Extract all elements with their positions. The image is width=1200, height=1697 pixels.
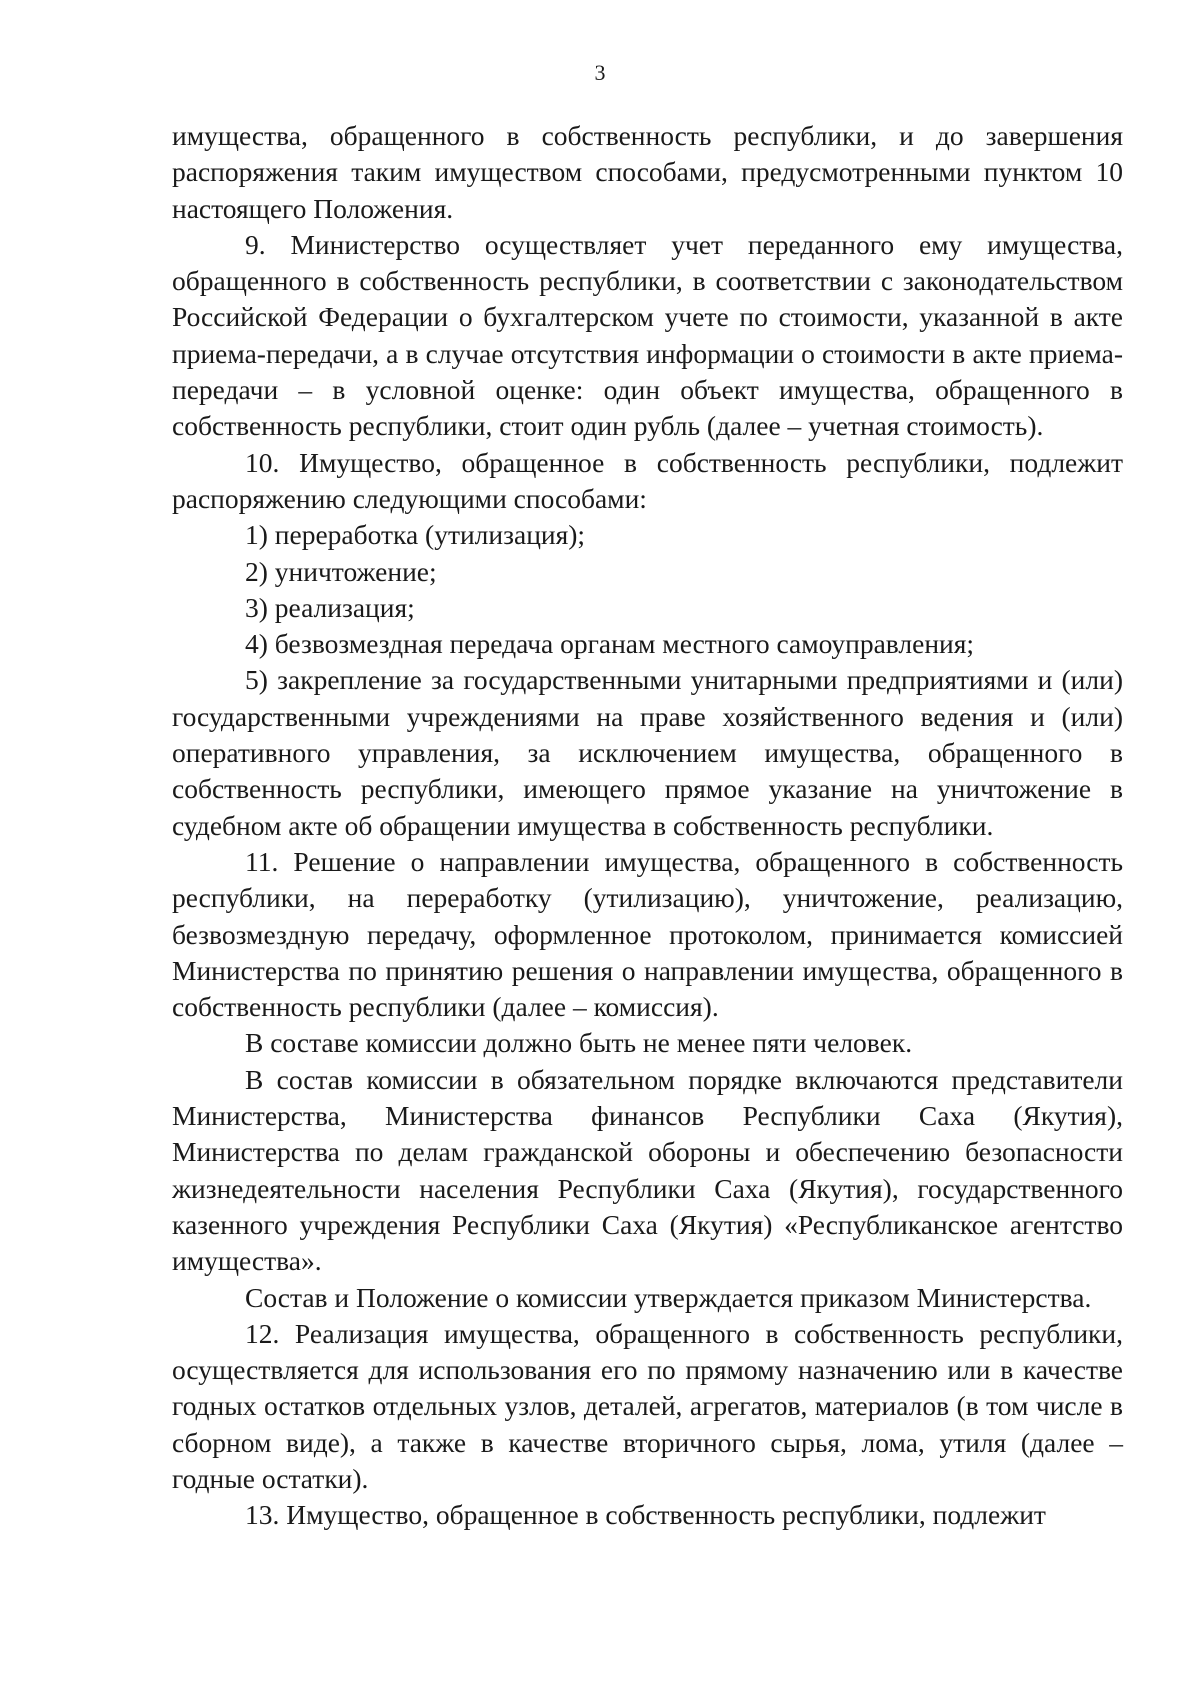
paragraph-continuation: имущества, обращенного в собственность республики, и до завершения распоряжения таким имуществом способами, предусмотренными пунктом 10 настоящего Положения.: [172, 120, 1123, 224]
paragraph-item-12: 12. Реализация имущества, обращенного в собственность республики, осуществляется для использования его по прямому назначению или в качестве годных остатков отдельных узлов, деталей, агрегатов, материалов (в том числе в сборном виде), а также в качестве вторичного сырья, лома, утиля (далее – годные остатки).: [172, 1317, 1123, 1494]
paragraph-item-13: 13. Имущество, обращенное в собственность республики, подлежит: [245, 1499, 1046, 1531]
list-item-1: 1) переработка (утилизация);: [245, 519, 586, 551]
paragraph-commission-members: В состав комиссии в обязательном порядке включаются представители Министерства, Министерства финансов Республики Саха (Якутия), Министерства по делам гражданской обороны и обеспечению безопасности жизнедеятельности населения Республики Саха (Якутия), государственного казенного учреждения Республики Саха (Якутия) «Республиканское агентство имущества».: [172, 1063, 1123, 1277]
list-item-5: 5) закрепление за государственными унитарными предприятиями и (или) государственными учреждениями на праве хозяйственного ведения и (или) оперативного управления, за исключением имущества, обращенного в собственность республики, имеющего прямое указание на уничтожение в судебном акте об обращении имущества в собственность республики.: [172, 664, 1123, 841]
page-number: 3: [594, 60, 606, 85]
paragraph-commission-size: В составе комиссии должно быть не менее пяти человек.: [245, 1027, 913, 1059]
paragraph-item-11: 11. Решение о направлении имущества, обращенного в собственность республики, на переработку (утилизацию), уничтожение, реализацию, безвозмездную передачу, оформленное протоколом, принимается комиссией Министерства по принятию решения о направлении имущества, обращенного в собственность республики (далее – комиссия).: [172, 845, 1123, 1023]
paragraph-commission-approval: Состав и Положение о комиссии утверждается приказом Министерства.: [245, 1281, 1092, 1313]
list-item-2: 2) уничтожение;: [245, 555, 437, 587]
paragraph-item-9: 9. Министерство осуществляет учет переданного ему имущества, обращенного в собственность республики, в соответствии с законодательством Российской Федерации о бухгалтерском учете по стоимости, указанной в акте приема-передачи, а в случае отсутствия информации о стоимости в акте приема-передачи – в условной оценке: один объект имущества, обращенного в собственность республики, стоит один рубль (далее – учетная стоимость).: [172, 228, 1123, 442]
paragraph-item-10: 10. Имущество, обращенное в собственность республики, подлежит распоряжению следующими способами:: [172, 446, 1123, 514]
list-item-4: 4) безвозмездная передача органам местного самоуправления;: [245, 628, 975, 660]
list-item-3: 3) реализация;: [245, 591, 415, 623]
document-body: [172, 118, 1123, 1534]
